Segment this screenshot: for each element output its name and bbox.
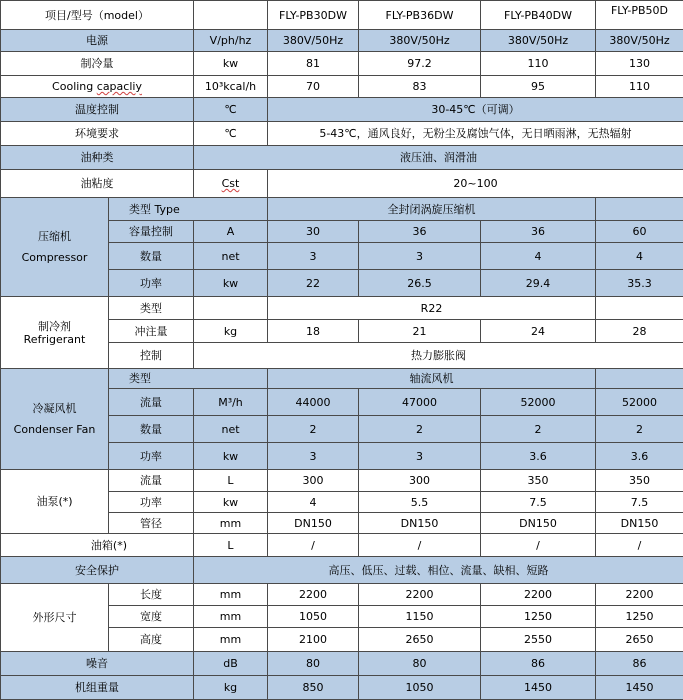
dim-height-v3: 2550	[481, 628, 596, 652]
oil-visc-label: 油粘度	[1, 170, 194, 198]
model-2: FLY-PB36DW	[359, 1, 481, 30]
compressor-power-unit: kw	[194, 270, 268, 297]
cooling-kcal-v3: 95	[481, 76, 596, 98]
refrigerant-charge-v3: 24	[481, 320, 596, 343]
condenser-label	[1, 369, 109, 470]
oil-type-label: 油种类	[1, 146, 194, 170]
dim-width-v4: 1250	[596, 606, 683, 628]
weight-label: 机组重量	[1, 676, 194, 700]
noise-label: 噪音	[1, 652, 194, 676]
safety-label: 安全保护	[1, 557, 194, 584]
condenser-flow-label: 流量	[109, 389, 194, 416]
compressor-power-v1: 22	[268, 270, 359, 297]
cooling-kcal-label-b: capacliy	[97, 80, 142, 93]
tank-v4: /	[596, 534, 683, 557]
pump-label: 油泵(*)	[1, 470, 109, 534]
cooling-kcal-unit: 10³kcal/h	[194, 76, 268, 98]
refrigerant-charge-v1: 18	[268, 320, 359, 343]
weight-unit: kg	[194, 676, 268, 700]
cooling-kcal-v2: 83	[359, 76, 481, 98]
compressor-count-v1: 3	[268, 243, 359, 270]
safety-row	[1, 557, 683, 584]
pump-pipe-unit: mm	[194, 513, 268, 534]
model-1: FLY-PB30DW	[268, 1, 359, 30]
pump-flow-v4: 350	[596, 470, 683, 492]
condenser-label-en: Condenser Fan	[1, 423, 108, 436]
refrigerant-type-row	[1, 297, 683, 320]
compressor-type-label: 类型 Type	[109, 198, 268, 221]
compressor-capacity-v3: 36	[481, 221, 596, 243]
condenser-flow-unit: M³/h	[194, 389, 268, 416]
model-4: FLY-PB50D	[596, 1, 683, 30]
cooling-v3: 110	[481, 52, 596, 76]
dim-length-v3: 2200	[481, 584, 596, 606]
condenser-count-v3: 2	[481, 416, 596, 443]
condenser-power-v1: 3	[268, 443, 359, 470]
env-unit: ℃	[194, 122, 268, 146]
pump-pipe-v4: DN150	[596, 513, 683, 534]
temp-label: 温度控制	[1, 98, 194, 122]
dim-height-v2: 2650	[359, 628, 481, 652]
condenser-power-v3: 3.6	[481, 443, 596, 470]
compressor-type-blank	[596, 198, 683, 221]
cooling-unit: kw	[194, 52, 268, 76]
oil-visc-unit: Cst	[194, 170, 268, 198]
compressor-capacity-v2: 36	[359, 221, 481, 243]
weight-v3: 1450	[481, 676, 596, 700]
condenser-type-value: 轴流风机	[268, 369, 596, 389]
pump-flow-label: 流量	[109, 470, 194, 492]
compressor-count-v3: 4	[481, 243, 596, 270]
dim-width-v1: 1050	[268, 606, 359, 628]
dim-length-label: 长度	[109, 584, 194, 606]
header-unit-blank	[194, 1, 268, 30]
noise-v2: 80	[359, 652, 481, 676]
condenser-power-v4: 3.6	[596, 443, 683, 470]
noise-unit: dB	[194, 652, 268, 676]
oil-visc-value: 20~100	[268, 170, 683, 198]
refrigerant-label-cn: 制冷剂	[1, 320, 108, 333]
refrigerant-type-value: R22	[268, 297, 596, 320]
refrigerant-label	[1, 297, 109, 369]
noise-v1: 80	[268, 652, 359, 676]
compressor-label-cn: 压缩机	[1, 230, 108, 243]
noise-v4: 86	[596, 652, 683, 676]
compressor-power-label: 功率	[109, 270, 194, 297]
dim-height-unit: mm	[194, 628, 268, 652]
condenser-power-v2: 3	[359, 443, 481, 470]
dim-length-row	[1, 584, 683, 606]
condenser-type-label: 类型	[109, 369, 268, 389]
dim-height-v4: 2650	[596, 628, 683, 652]
compressor-power-v2: 26.5	[359, 270, 481, 297]
weight-v2: 1050	[359, 676, 481, 700]
condenser-flow-v2: 47000	[359, 389, 481, 416]
cooling-kcal-label-a: Cooling	[52, 80, 97, 93]
condenser-flow-v3: 52000	[481, 389, 596, 416]
cooling-row	[1, 52, 683, 76]
condenser-flow-v4: 52000	[596, 389, 683, 416]
pump-power-v3: 7.5	[481, 492, 596, 513]
condenser-power-unit: kw	[194, 443, 268, 470]
temp-row	[1, 98, 683, 122]
compressor-label	[1, 198, 109, 297]
tank-v2: /	[359, 534, 481, 557]
pump-power-v4: 7.5	[596, 492, 683, 513]
condenser-count-v1: 2	[268, 416, 359, 443]
cooling-kcal-v1: 70	[268, 76, 359, 98]
dim-label: 外形尺寸	[1, 584, 109, 652]
tank-row	[1, 534, 683, 557]
power-unit: V/ph/hz	[194, 30, 268, 52]
compressor-capacity-unit: A	[194, 221, 268, 243]
refrigerant-charge-v2: 21	[359, 320, 481, 343]
condenser-count-unit: net	[194, 416, 268, 443]
cooling-v2: 97.2	[359, 52, 481, 76]
compressor-type-value: 全封闭涡旋压缩机	[268, 198, 596, 221]
power-row	[1, 30, 683, 52]
power-v2: 380V/50Hz	[359, 30, 481, 52]
oil-type-row	[1, 146, 683, 170]
tank-v3: /	[481, 534, 596, 557]
refrigerant-type-blank	[596, 297, 683, 320]
pump-flow-v2: 300	[359, 470, 481, 492]
refrigerant-charge-unit: kg	[194, 320, 268, 343]
tank-label: 油箱(*)	[1, 534, 194, 557]
dim-length-v2: 2200	[359, 584, 481, 606]
noise-row	[1, 652, 683, 676]
dim-height-label: 高度	[109, 628, 194, 652]
power-v4: 380V/50Hz	[596, 30, 683, 52]
refrigerant-label-en: Refrigerant	[1, 333, 108, 346]
refrigerant-control-label: 控制	[109, 343, 194, 369]
refrigerant-control-value: 热力膨胀阀	[194, 343, 683, 369]
oil-type-value: 液压油、润滑油	[194, 146, 683, 170]
compressor-count-v2: 3	[359, 243, 481, 270]
condenser-count-label: 数量	[109, 416, 194, 443]
weight-row	[1, 676, 683, 700]
weight-v4: 1450	[596, 676, 683, 700]
oil-visc-row	[1, 170, 683, 198]
dim-length-v1: 2200	[268, 584, 359, 606]
header-label: 项目/型号（model）	[1, 1, 194, 30]
pump-flow-unit: L	[194, 470, 268, 492]
condenser-flow-v1: 44000	[268, 389, 359, 416]
dim-width-unit: mm	[194, 606, 268, 628]
condenser-type-blank	[596, 369, 683, 389]
condenser-type-row	[1, 369, 683, 389]
power-v3: 380V/50Hz	[481, 30, 596, 52]
dim-length-unit: mm	[194, 584, 268, 606]
refrigerant-charge-v4: 28	[596, 320, 683, 343]
cooling-kcal-row	[1, 76, 683, 98]
pump-flow-v1: 300	[268, 470, 359, 492]
cooling-kcal-v4: 110	[596, 76, 683, 98]
compressor-capacity-v4: 60	[596, 221, 683, 243]
pump-power-label: 功率	[109, 492, 194, 513]
safety-value: 高压、低压、过载、相位、流量、缺相、短路	[194, 557, 683, 584]
pump-power-v1: 4	[268, 492, 359, 513]
compressor-count-unit: net	[194, 243, 268, 270]
condenser-power-label: 功率	[109, 443, 194, 470]
compressor-power-v3: 29.4	[481, 270, 596, 297]
temp-value: 30-45℃（可调）	[268, 98, 683, 122]
compressor-power-v4: 35.3	[596, 270, 683, 297]
tank-unit: L	[194, 534, 268, 557]
temp-unit: ℃	[194, 98, 268, 122]
power-label: 电源	[1, 30, 194, 52]
condenser-label-cn: 冷凝风机	[1, 402, 108, 415]
pump-pipe-v3: DN150	[481, 513, 596, 534]
compressor-label-en: Compressor	[1, 251, 108, 264]
dim-width-v2: 1150	[359, 606, 481, 628]
refrigerant-charge-label: 冲注量	[109, 320, 194, 343]
dim-width-v3: 1250	[481, 606, 596, 628]
model-3: FLY-PB40DW	[481, 1, 596, 30]
header-row	[1, 1, 683, 30]
cooling-v4: 130	[596, 52, 683, 76]
dim-height-v1: 2100	[268, 628, 359, 652]
pump-flow-v3: 350	[481, 470, 596, 492]
condenser-count-v2: 2	[359, 416, 481, 443]
env-label: 环境要求	[1, 122, 194, 146]
pump-pipe-label: 管径	[109, 513, 194, 534]
compressor-capacity-label: 容量控制	[109, 221, 194, 243]
compressor-capacity-v1: 30	[268, 221, 359, 243]
pump-power-v2: 5.5	[359, 492, 481, 513]
compressor-count-label: 数量	[109, 243, 194, 270]
compressor-type-row	[1, 198, 683, 221]
cooling-label: 制冷量	[1, 52, 194, 76]
condenser-count-v4: 2	[596, 416, 683, 443]
env-row	[1, 122, 683, 146]
pump-pipe-v1: DN150	[268, 513, 359, 534]
refrigerant-type-label: 类型	[109, 297, 194, 320]
power-v1: 380V/50Hz	[268, 30, 359, 52]
noise-v3: 86	[481, 652, 596, 676]
weight-v1: 850	[268, 676, 359, 700]
tank-v1: /	[268, 534, 359, 557]
compressor-count-v4: 4	[596, 243, 683, 270]
cooling-kcal-label	[1, 76, 194, 98]
dim-length-v4: 2200	[596, 584, 683, 606]
pump-power-unit: kw	[194, 492, 268, 513]
dim-width-label: 宽度	[109, 606, 194, 628]
pump-flow-row	[1, 470, 683, 492]
env-value: 5-43℃，通风良好，无粉尘及腐蚀气体，无日晒雨淋，无热辐射	[268, 122, 683, 146]
refrigerant-type-unit-blank	[194, 297, 268, 320]
cooling-v1: 81	[268, 52, 359, 76]
pump-pipe-v2: DN150	[359, 513, 481, 534]
